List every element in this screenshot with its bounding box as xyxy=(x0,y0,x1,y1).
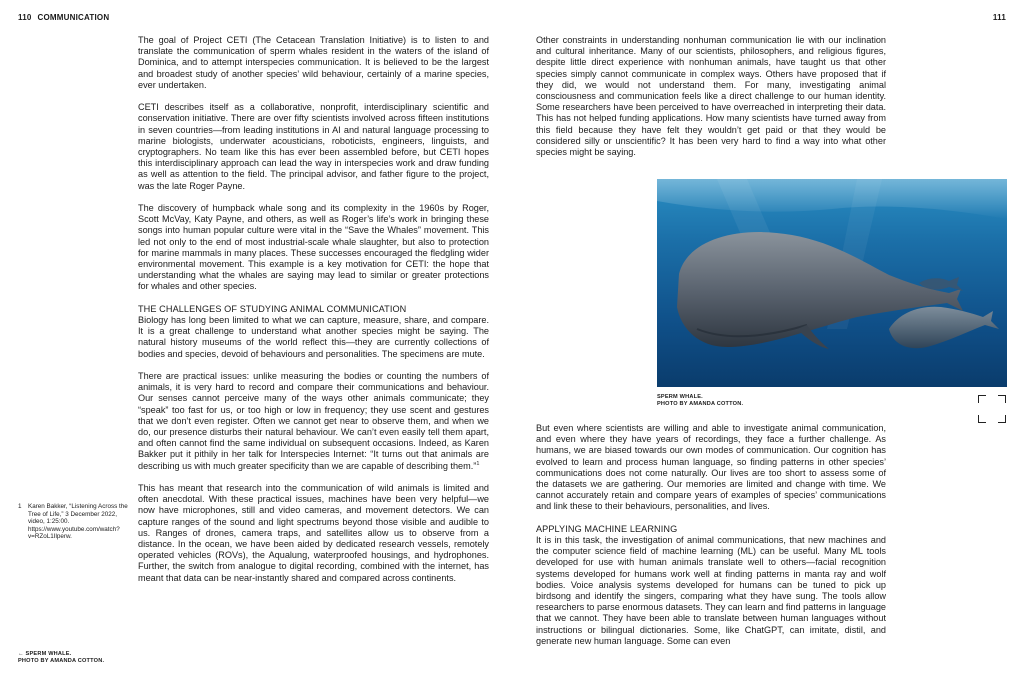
intro-paragraph: The goal of Project CETI (The Cetacean Translation Initiative) is to listen to and translate the communication of sperm whales resident in the waters of the island of Dominica, and to attempt interspecies communication. It is believed to be the largest and broadest study of another species’ wild behaviour, certainly of a marine species, ever undertaken. xyxy=(138,35,489,90)
expand-frame-icon[interactable] xyxy=(978,395,1006,423)
machine-learning-heading: APPLYING MACHINE LEARNING xyxy=(536,523,678,534)
sperm-whale-photo xyxy=(657,179,1007,387)
left-text-column xyxy=(138,35,489,595)
right-text-column-top xyxy=(536,35,886,169)
right-text-column-bottom xyxy=(536,423,886,658)
bias-paragraph: But even where scientists are willing and able to investigate animal communication, and even where they have years of recordings, they face a further challenge. As humans, we are biased towards our own modes of communication. Our cognition has evolved to learn and process human language, so finding patterns in other species’ communications does not come naturally. Our lives are too short to assess some of the datasets we are gathering. Our memories are limited and change with time. We cannot accurately retain and compare years of examples of species’ communications and link these to their behaviours, personalities, and lives. xyxy=(536,423,886,512)
frame-corner-top-right xyxy=(998,395,1006,403)
right-caption-credit: PHOTO BY AMANDA COTTON. xyxy=(657,401,744,407)
practical-issues-paragraph xyxy=(138,371,489,472)
frame-corner-bottom-left xyxy=(978,415,986,423)
machine-learning-paragraph: It is in this task, the investigation of animal communications, that new machines and the computer science field of machine learning (ML) can be useful. Many ML tools developed for use with human animals translate well to others—facial recognition systems developed for humans work well at finding patterns in manta ray and wolf bodies. Voice analysis systems developed for humans can be tuned to pick up birdsong and identify the singers, comparing what they have sung. The tools allow researchers to parse enormous datasets. They can learn and find patterns in language that we cannot. They have been able to translate between human languages without instructions or bilingual dictionaries. Some, like ChatGPT, can imitate, distil, and generate new human language. Some can even xyxy=(536,535,886,646)
biology-paragraph: Biology has long been limited to what we can capture, measure, share, and compare. It is a great challenge to understand what another species might be saying. The natural history museums of the world reflect this—they are currently collections of bodies and species, devoid of behaviours and personalities. The specimens are mute. xyxy=(138,315,489,359)
right-photo-caption xyxy=(657,394,743,408)
frame-corner-bottom-right xyxy=(998,415,1006,423)
left-caption-credit: PHOTO BY AMANDA COTTON. xyxy=(18,658,105,664)
section-title: COMMUNICATION xyxy=(37,13,110,22)
surface-light-rays xyxy=(657,179,1007,219)
research-paragraph: This has meant that research into the communication of wild animals is limited and often anecdotal. With these practical issues, machines have been very helpful—we now have microphones, still and video cameras, and movement detectors. We can capture ranges of the sound and light spectrums beyond those visible and audible to us. Ranges of drones, camera traps, and satellites allow us to observe from a distance. In the ocean, we have been aided by dedicated research vessels, remotely operated vehicles (ROVs), the Aqualung, waterproofed housings, and hydrophones. Further, the switch from analogue to digital recording, combined with the internet, has meant that data can be near-instantly shared and compared across continents. xyxy=(138,483,489,583)
right-page-number: 111 xyxy=(992,13,1006,22)
challenges-heading: THE CHALLENGES OF STUDYING ANIMAL COMMUNICATION xyxy=(138,303,407,314)
calf-whale xyxy=(889,307,999,349)
right-caption-title: SPERM WHALE. xyxy=(657,394,703,400)
whale-illustration xyxy=(657,179,1007,387)
ceti-paragraph: CETI describes itself as a collaborative, nonprofit, interdisciplinary scientific and conservation initiative. There are over fifty scientists involved across fifteen institutions in seven countries—from leading institutions in AI and natural language processing to marine biologists, underwater acousticians, roboticists, engineers, linguists, and cryptographers. No team like this has ever been assembled before, but CETI hopes this interdisciplinary approach can lead the way in interspecies work and draw funding as well as attention to the field. The principal advisor, and father figure to the project, was the late Roger Payne. xyxy=(138,102,489,191)
footnote-text: Karen Bakker, “Listening Across the Tree of Life,” 3 December 2022, video, 1:25:00. https://www.youtube.com/watch?v=RZoL1Ilperw. xyxy=(28,503,128,541)
frame-corner-top-left xyxy=(978,395,986,403)
left-page-number: 110 xyxy=(18,13,32,22)
left-page-header xyxy=(18,13,109,22)
footnote-marker[interactable]: 1 xyxy=(476,460,480,467)
left-caption-title: ← SPERM WHALE. xyxy=(18,651,72,657)
footnote xyxy=(18,503,128,541)
practical-issues-text: There are practical issues: unlike measuring the bodies or counting the numbers of animals, it is very hard to record and compare their communications and behaviour. Our senses cannot perceive many of the ways other animals communicate; they “speak” too fast for us, or too high or low in frequency; they use scent and gestures that we don’t even register. Often we cannot get near to observe them, and when we do, our presence disturbs their natural behaviour. We can’t even easily tell them apart, and often cannot find the same individual on subsequent occasions. Indeed, as Karen Bakker put it pithily in her talk for Interspecies Internet: “It turns out that animals are describing us with much greater specificity than we are capable of describing them.” xyxy=(138,371,489,471)
constraints-paragraph: Other constraints in understanding nonhuman communication lie with our inclination and cultural inheritance. Many of our scientists, philosophers, and religious figures, despite little direct experience with nonhuman animals, have taught us that other species simply cannot communicate in complex ways. Others have proposed that if they did, we would not understand them. For many, investigating animal consciousness and communication feels like a direct challenge to our human identity. Some researchers have been perceived to have overreached in interpreting their data. This has not helped funding applications. How many scientists have turned away from this field because they have felt they wouldn’t get paid or that they would be considered silly or unscientific? It has been very hard to find a way into what other species might be saying. xyxy=(536,35,886,158)
humpback-paragraph: The discovery of humpback whale song and its complexity in the 1960s by Roger, Scott McVay, Katy Payne, and others, as well as Roger’s life’s work in bringing these songs into human popular culture were vital in the “Save the Whales” movement. This led not only to the end of most industrial-scale whale slaughter, but also to protection for marine mammals in many places. These successes encouraged the fledgling wider environmental movement. This example is a key motivation for CETI: the hope that understanding what the whales are saying may lead to similar or greater protections for whales and other species. xyxy=(138,203,489,292)
footnote-number: 1 xyxy=(18,503,22,510)
left-photo-caption xyxy=(18,651,104,665)
